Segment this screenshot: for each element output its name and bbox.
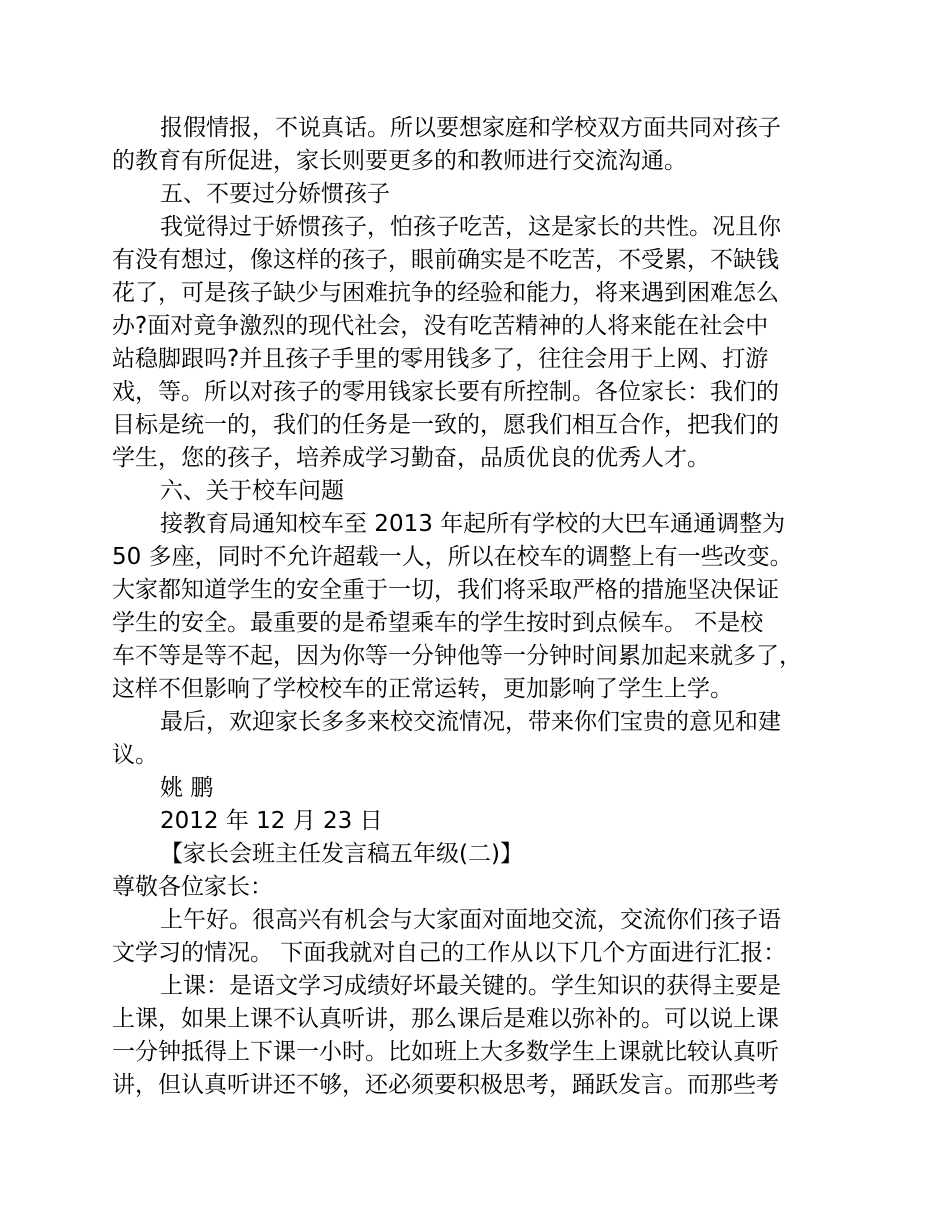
text-line: 姚 鹏 [160, 775, 214, 801]
text-line: 上课：是语文学习成绩好坏最关键的。学生知识的获得主要是 [160, 973, 781, 999]
text-line: 学生，您的孩子，培养成学习勤奋，品质优良的优秀人才。 [112, 445, 710, 471]
document-body [112, 112, 838, 1102]
text-line: 花了，可是孩子缺少与困难抗争的经验和能力，将来遇到困难怎么 [112, 280, 779, 306]
text-line: 接教育局通知校车至 2013 年起所有学校的大巴车通通调整为 [160, 511, 786, 537]
text-line: 六、关于校车问题 [160, 478, 344, 504]
text-line: 最后，欢迎家长多多来校交流情况，带来你们宝贵的意见和建 [160, 709, 781, 735]
text-line: 50 多座，同时不允许超载一人，所以在校车的调整上有一些改变。 [112, 544, 793, 570]
text-line: 目标是统一的，我们的任务是一致的，愿我们相互合作，把我们的 [112, 412, 779, 438]
text-line: 报假情报，不说真话。所以要想家庭和学校双方面共同对孩子 [160, 115, 781, 141]
text-line: 2012 年 12 月 23 日 [160, 808, 383, 834]
text-line: 文学习的情况。 下面我就对自己的工作从以下几个方面进行汇报： [112, 940, 787, 966]
text-line: 车不等是等不起，因为你等一分钟他等一分钟时间累加起来就多了， [112, 643, 802, 669]
text-line: 上课，如果上课不认真听讲，那么课后是难以弥补的。可以说上课 [112, 1006, 779, 1032]
text-line: 上午好。很高兴有机会与大家面对面地交流，交流你们孩子语 [160, 907, 781, 933]
text-line: 讲，但认真听讲还不够，还必须要积极思考，踊跃发言。而那些考 [112, 1072, 779, 1098]
text-line: 我觉得过于娇惯孩子，怕孩子吃苦，这是家长的共性。况且你 [160, 214, 781, 240]
text-line: 一分钟抵得上下课一小时。比如班上大多数学生上课就比较认真听 [112, 1039, 779, 1065]
text-line: 学生的安全。最重要的是希望乘车的学生按时到点候车。 不是校 [112, 610, 764, 636]
text-line: 议。 [112, 742, 158, 768]
text-line: 戏，等。所以对孩子的零用钱家长要有所控制。各位家长：我们的 [112, 379, 779, 405]
text-line: 【家长会班主任发言稿五年级(二)】 [160, 841, 523, 867]
text-line: 有没有想过，像这样的孩子，眼前确实是不吃苦，不受累，不缺钱 [112, 247, 779, 273]
text-line: 尊敬各位家长： [112, 874, 273, 900]
text-line: 的教育有所促进，家长则要更多的和教师进行交流沟通。 [112, 148, 687, 174]
text-line: 办?面对竟争激烈的现代社会，没有吃苦精神的人将来能在社会中 [112, 313, 769, 339]
text-line: 大家都知道学生的安全重于一切，我们将采取严格的措施坚决保证 [112, 577, 779, 603]
text-line: 这样不但影响了学校校车的正常运转，更加影响了学生上学。 [112, 676, 733, 702]
text-line: 站稳脚跟吗?并且孩子手里的零用钱多了，往往会用于上网、打游 [112, 346, 769, 372]
text-line: 五、不要过分娇惯孩子 [160, 181, 390, 207]
